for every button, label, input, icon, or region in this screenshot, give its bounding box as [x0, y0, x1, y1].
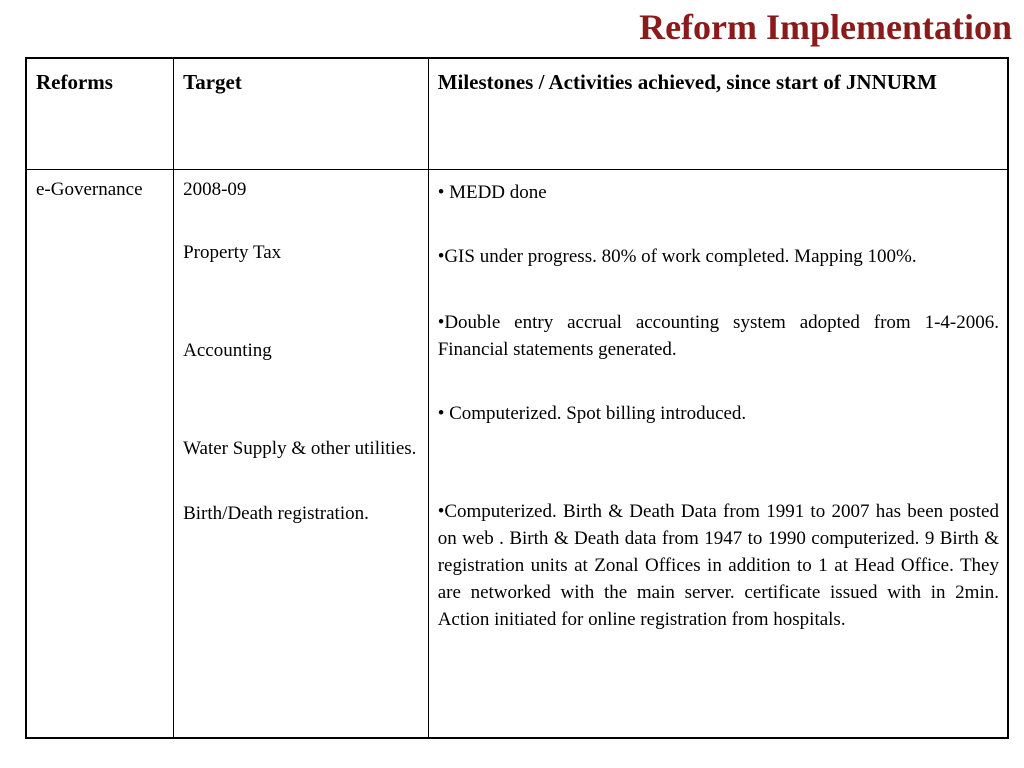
table-row: [26, 170, 1008, 739]
target-property-tax: Property Tax: [183, 242, 282, 263]
milestone-gis: •GIS under progress. 80% of work completed. Mapping 100%.: [437, 246, 917, 267]
milestone-birth-death: •Computerized. Birth & Death Data from 1991 to 2007 has been posted on web . Birth & Death data from 1947 to 1990 computerized. 9 Birth & registration units at Zonal Offices in addition to 1 at Head Office. They are networked with the main server. certificate issued with in 2min. Action initiated for online registration from hospitals.: [437, 501, 999, 630]
cell-targets: [174, 170, 429, 739]
target-accounting: Accounting: [183, 340, 272, 361]
milestone-medd: • MEDD done: [437, 182, 547, 203]
target-water-supply: Water Supply & other utilities.: [183, 438, 417, 459]
reform-table: [25, 57, 1009, 739]
cell-milestones: [428, 170, 1008, 739]
cell-reform: e-Governance: [26, 170, 174, 739]
header-target: Target: [174, 58, 429, 170]
table-header-row: [26, 58, 1008, 170]
header-milestones: Milestones / Activities achieved, since start of JNNURM: [428, 58, 1008, 170]
target-year: 2008-09: [183, 179, 247, 200]
milestone-billing: • Computerized. Spot billing introduced.: [437, 403, 747, 424]
target-birth-death: Birth/Death registration.: [183, 503, 369, 524]
header-reforms: Reforms: [26, 58, 174, 170]
slide-title: Reform Implementation: [639, 7, 1012, 47]
milestone-accounting: •Double entry accrual accounting system adopted from 1-4-2006. Financial statements generated.: [437, 312, 999, 360]
